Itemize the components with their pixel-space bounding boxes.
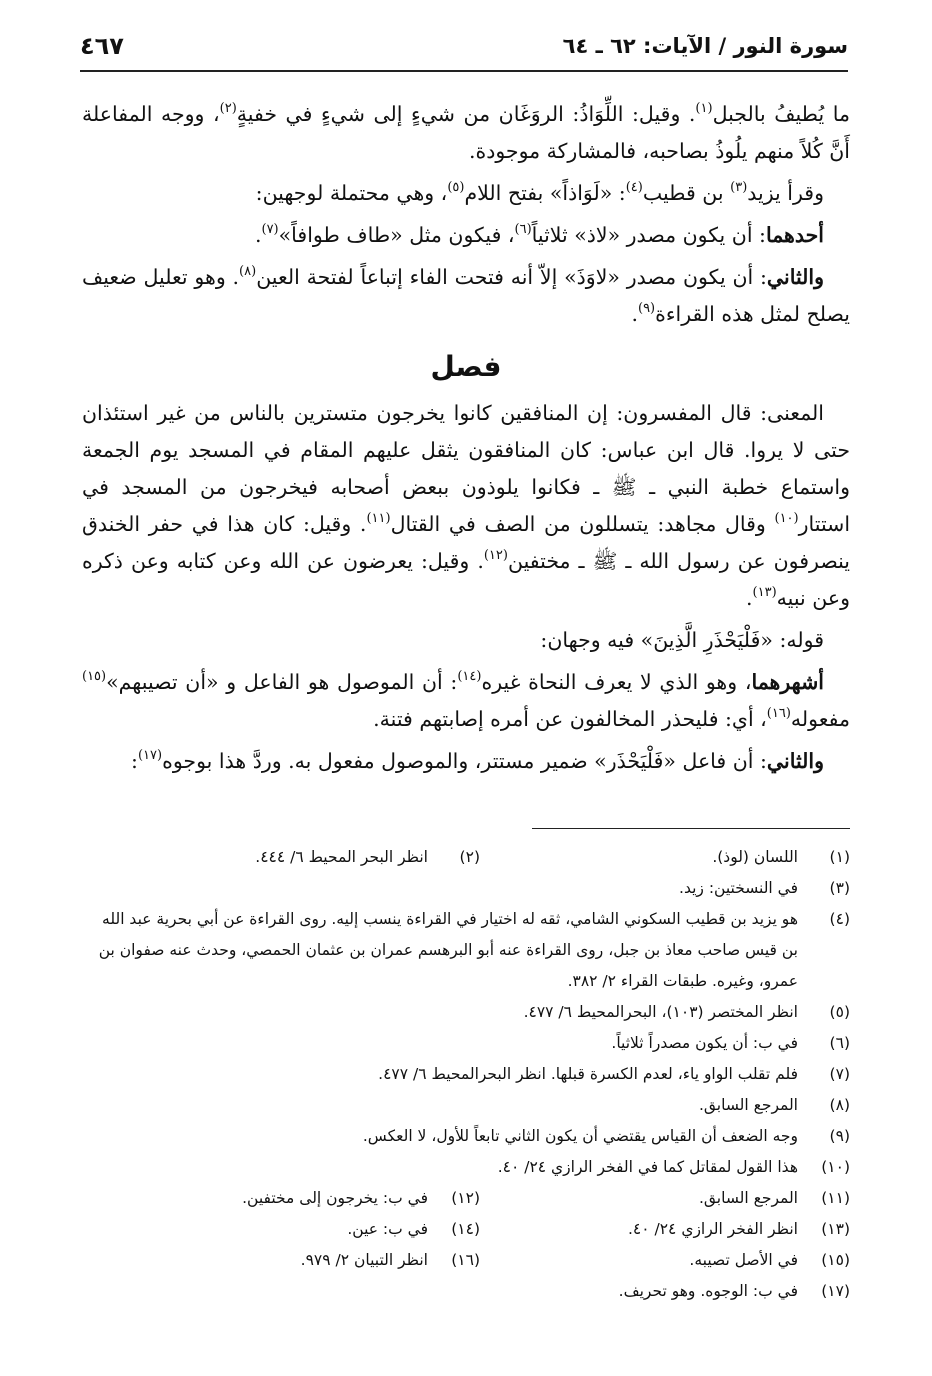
term-label: والثاني xyxy=(766,749,824,773)
running-header xyxy=(80,30,848,72)
footnote-12: (١٢) في ب: يخرجون إلى مختفين. xyxy=(242,1189,480,1207)
footnote-8: (٨) المرجع السابق. xyxy=(698,1096,850,1114)
section-heading: فصل xyxy=(430,350,502,383)
footnote-4: (٤) هو يزيد بن قطيب السكوني الشامي، ثقه له اختيار في القراءة ينسب إليه. روى القراءة عن أبي بحرية عبد الله بن قيس صاحب معاذ بن جبل، روى القراءة عنه أبو البرهسم عمران بن عثمان الحمصي، وحدث عنه صفوان بن عمرو، وغيره. طبقات القراء ٢/ ٣٨٢. xyxy=(98,910,850,990)
main-text xyxy=(82,96,850,785)
paragraph-most-famous: أشهرهما، وهو الذي لا يعرف النحاة غيره$^{(١٤)}$: أن الموصول هو الفاعل و «أن تصيبهم»$^{(١٥)}$ مفعوله$^{(١٦)}$، أي: فليحذر المخالفون عن أمره إصابتهم فتنة. xyxy=(82,669,850,731)
footnote-row xyxy=(82,1214,850,1245)
footnote-ref[interactable]: (١٠) xyxy=(774,511,799,526)
footnote-ref[interactable]: (١٦) xyxy=(766,706,791,721)
term-label: والثاني xyxy=(766,265,824,289)
footnote-ref[interactable]: (١٣) xyxy=(752,585,777,600)
footnotes xyxy=(82,842,850,1307)
term-label: أحدهما xyxy=(765,223,824,247)
footnote-ref[interactable]: (١٥) xyxy=(82,669,107,684)
footnote-7: (٧) فلم تقلب الواو ياء، لعدم الكسرة قبلها. انظر البحرالمحيط ٦/ ٤٧٧. xyxy=(378,1065,850,1083)
footnote-ref[interactable]: (١٤) xyxy=(457,669,482,684)
footnote-ref[interactable]: (٧) xyxy=(261,222,279,237)
footnote-3: (٣) في النسختين: زيد. xyxy=(679,879,850,897)
footnote-5: (٥) انظر المختصر (١٠٣)، البحرالمحيط ٦/ ٤٧٧. xyxy=(523,1003,850,1021)
surah-header-title: سورة النور / الآيات: ٦٢ ـ ٦٤ xyxy=(562,34,848,58)
paragraph-first-aspect: أحدهما: أن يكون مصدر «لاذ» ثلاثياً$^{(٦)}$، فيكون مثل «طاف طوافاً»$^{(٧)}$. xyxy=(254,222,824,247)
paragraph-qiraa: وقرأ يزيد$^{(٣)}$ بن قطيب$^{(٤)}$: «لَوَاذاً» بفتح اللام$^{(٥)}$، وهي محتملة لوجهين: xyxy=(255,180,824,205)
footnote-ref[interactable]: (٦) xyxy=(514,222,532,237)
footnote-ref[interactable]: (١) xyxy=(695,101,713,116)
footnote-9: (٩) وجه الضعف أن القياس يقتضي أن يكون الثاني تابعاً للأول، لا العكس. xyxy=(362,1127,850,1145)
footnote-ref[interactable]: (٩) xyxy=(637,301,656,316)
footnote-ref[interactable]: (٢) xyxy=(219,101,237,116)
footnote-ref[interactable]: (١٢) xyxy=(483,548,508,563)
term-label: أشهرهما xyxy=(751,670,824,694)
footnote-divider xyxy=(532,828,850,829)
footnote-11: (١١) المرجع السابق. xyxy=(698,1189,850,1207)
paragraph-second-aspect: والثاني: أن يكون مصدر «لاوَذَ» إلاّ أنه فتحت الفاء إتباعاً لفتحة العين$^{(٨)}$. وهو تعليل ضعيف يصلح لمثل هذه القراءة$^{(٩)}$. xyxy=(82,264,850,326)
footnote-row xyxy=(82,1245,850,1276)
footnote-15: (١٥) في الأصل تصيبه. xyxy=(689,1251,850,1269)
footnote-ref[interactable]: (١٧) xyxy=(137,748,163,763)
footnote-ref[interactable]: (٥) xyxy=(447,180,465,195)
footnote-row xyxy=(82,1183,850,1214)
paragraph-lawadh-definition: ما يُطيفُ بالجبل$^{(١)}$. وقيل: اللِّوَاذُ: الروَغَان من شيءٍ إلى شيءٍ في خفيةٍ$^{(٢)}$، ووجه المفاعلة أَنَّ كُلاً منهم يلُوذُ بصاحبه، فالمشاركة موجودة. xyxy=(82,101,850,163)
footnote-14: (١٤) في ب: عين. xyxy=(347,1220,480,1238)
footnote-row xyxy=(82,842,850,873)
footnote-ref[interactable]: (١١) xyxy=(366,511,391,526)
page-number: ٤٦٧ xyxy=(80,32,124,60)
footnote-1: (١) اللسان (لوذ). xyxy=(712,848,850,866)
footnote-ref[interactable]: (٣) xyxy=(730,180,748,195)
footnote-16: (١٦) انظر التبيان ٢/ ٩٧٩. xyxy=(300,1251,480,1269)
paragraph-second-view: والثاني: أن فاعل «فَلْيَحْذَر» ضمير مستتر، والموصول مفعول به. وردَّ هذا بوجوه$^{(١٧)}$: xyxy=(131,748,824,773)
footnote-13: (١٣) انظر الفخر الرازي ٢٤/ ٤٠. xyxy=(627,1220,850,1238)
paragraph-meaning: المعنى: قال المفسرون: إن المنافقين كانوا يخرجون متسترين بالناس من غير استئذان حتى لا يروا. قال ابن عباس: كان المنافقون يثقل عليهم المقام في المسجد يوم الجمعة واستماع خطبة النبي ـ ﷺ ـ فكانوا يلوذون ببعض أصحابه فيخرجون من المسجد في استتار$^{(١٠)}$ وقال مجاهد: يتسللون من الصف في القتال$^{(١١)}$. وقيل: كان هذا في حفر الخندق ينصرفون عن رسول الله ـ ﷺ ـ مختفين$^{(١٢)}$. وقيل: يعرضون عن الله وعن كتابه وعن ذكره وعن نبيه$^{(١٣)}$. xyxy=(82,401,851,610)
footnote-ref[interactable]: (٨) xyxy=(239,264,257,279)
paragraph-two-aspects: قوله: «فَلْيَحْذَرِ الَّذِينَ» فيه وجهان: xyxy=(540,628,824,652)
footnote-ref[interactable]: (٤) xyxy=(625,180,643,195)
footnote-6: (٦) في ب: أن يكون مصدراً ثلاثياً. xyxy=(611,1034,850,1052)
footnote-2: (٢) انظر البحر المحيط ٦/ ٤٤٤. xyxy=(255,848,480,866)
footnote-10: (١٠) هذا القول لمقاتل كما في الفخر الرازي ٢٤/ ٤٠. xyxy=(497,1158,850,1176)
footnote-17: (١٧) في ب: الوجوه. وهو تحريف. xyxy=(618,1282,850,1300)
